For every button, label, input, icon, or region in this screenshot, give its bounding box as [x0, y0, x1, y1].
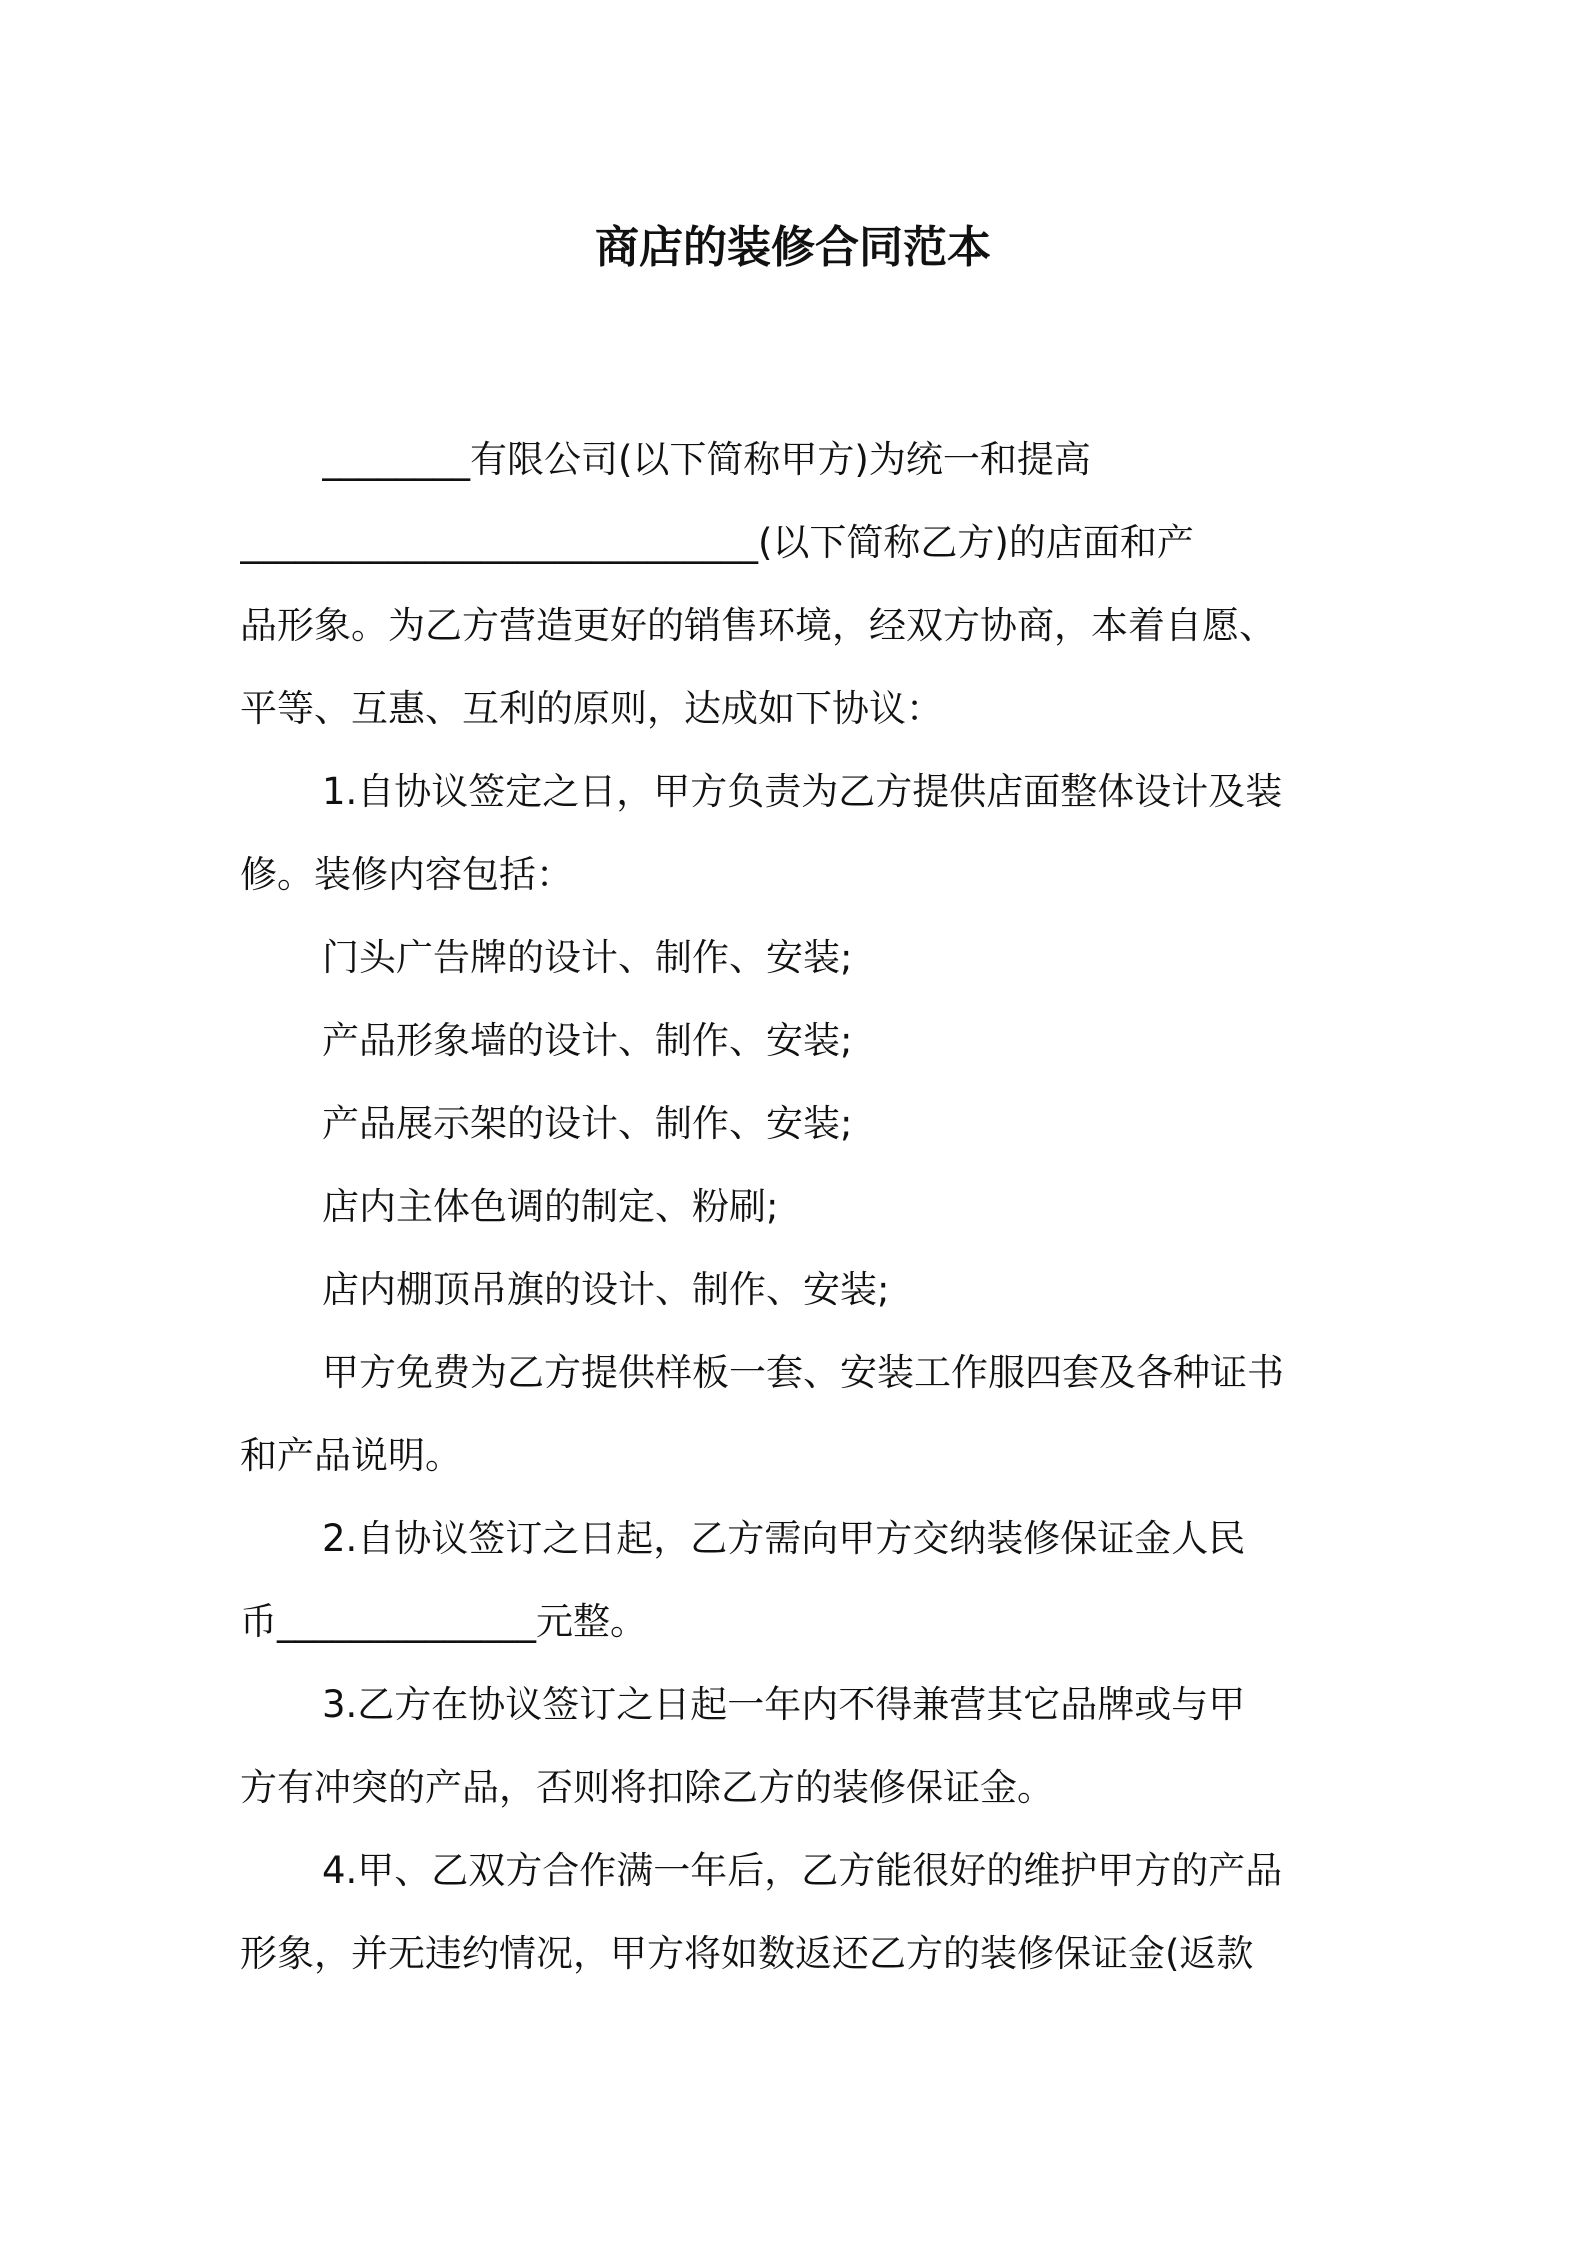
- free-provision-line-1: 甲方免费为乙方提供样板一套、安装工作服四套及各种证书: [322, 1351, 1284, 1394]
- paragraph-line-1: ________有限公司(以下简称甲方)为统一和提高: [322, 438, 1091, 481]
- clause-2-line-1: 2.自协议签订之日起，乙方需向甲方交纳装修保证金人民: [322, 1517, 1246, 1560]
- clause-1-line-1: 1.自协议签定之日，甲方负责为乙方提供店面整体设计及装: [322, 770, 1283, 813]
- document-title: 商店的装修合同范本: [595, 222, 991, 273]
- decoration-item-1: 门头广告牌的设计、制作、安装;: [322, 936, 853, 979]
- free-provision-line-2: 和产品说明。: [240, 1434, 462, 1477]
- decoration-item-2: 产品形象墙的设计、制作、安装;: [322, 1019, 853, 1062]
- decoration-item-5: 店内棚顶吊旗的设计、制作、安装;: [322, 1268, 890, 1311]
- clause-4-line-2: 形象，并无违约情况，甲方将如数返还乙方的装修保证金(返款: [240, 1932, 1254, 1975]
- clause-3-line-2: 方有冲突的产品，否则将扣除乙方的装修保证金。: [240, 1766, 1054, 1809]
- clause-2-line-2: 币______________元整。: [240, 1600, 647, 1643]
- clause-4-line-1: 4.甲、乙双方合作满一年后，乙方能很好的维护甲方的产品: [322, 1849, 1283, 1892]
- paragraph-line-2: ____________________________(以下简称乙方)的店面和产: [240, 521, 1194, 564]
- paragraph-line-4: 平等、互惠、互利的原则，达成如下协议：: [240, 687, 943, 730]
- paragraph-line-3: 品形象。为乙方营造更好的销售环境，经双方协商，本着自愿、: [240, 604, 1276, 647]
- clause-3-line-1: 3.乙方在协议签订之日起一年内不得兼营其它品牌或与甲: [322, 1683, 1246, 1726]
- clause-1-line-2: 修。装修内容包括：: [240, 853, 573, 896]
- decoration-item-4: 店内主体色调的制定、粉刷;: [322, 1185, 779, 1228]
- decoration-item-3: 产品展示架的设计、制作、安装;: [322, 1102, 853, 1145]
